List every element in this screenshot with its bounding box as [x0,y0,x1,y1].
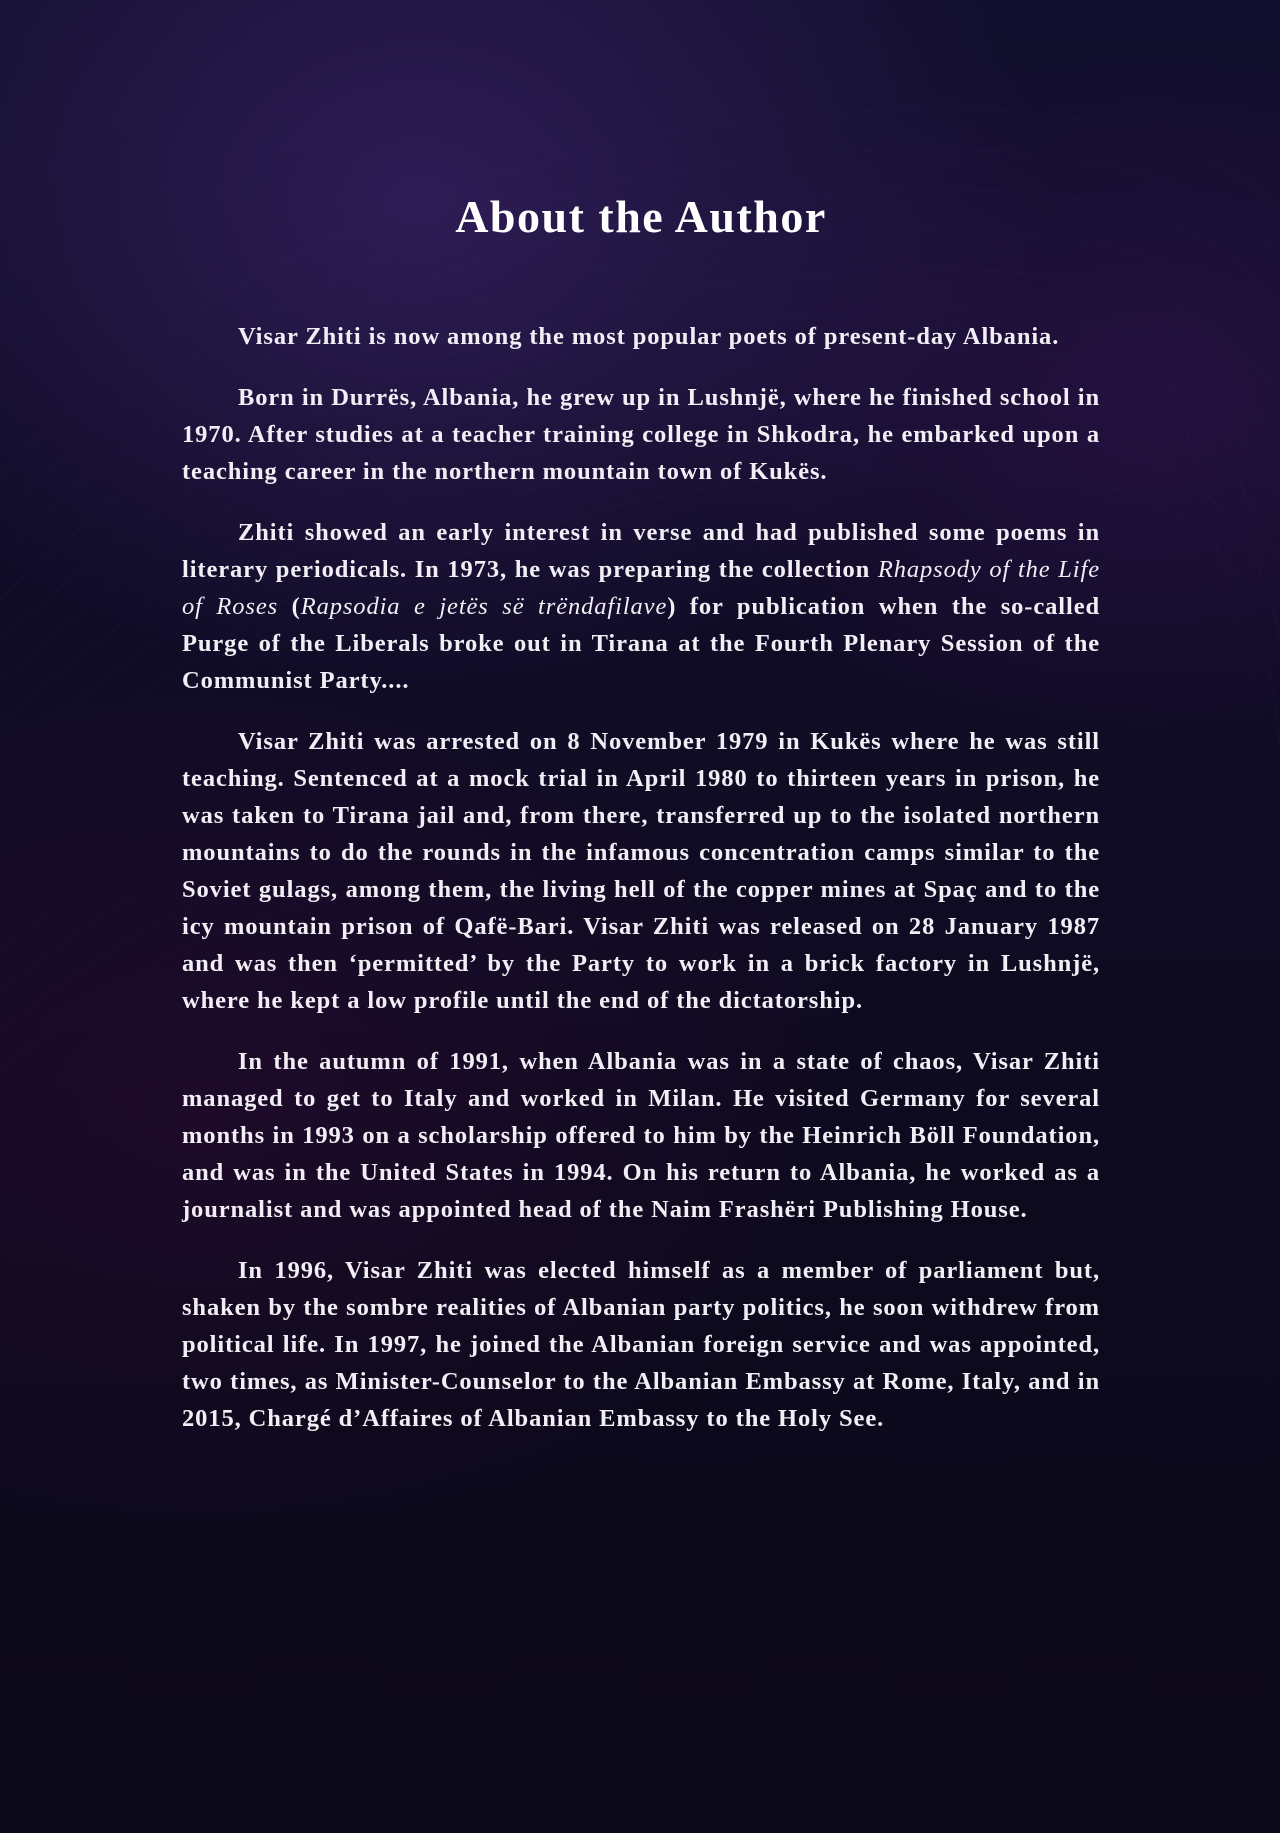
paragraph-text: In 1996, Visar Zhiti was elected himself as a member of parliament but, shaken by the sombre realities of Albanian party politics, he soon withdrew from political life. In 1997, he joined the Albanian foreign service and was appointed, two times, as Minister-Counselor to the Albanian Embassy at Rome, Italy, and in 2015, Chargé d’Affaires of Albanian Embassy to the Holy See. [182,1257,1100,1432]
book-title-text: Rhapsody of the Life of Roses [182,556,1100,620]
paragraph-text: ( [278,593,301,620]
paragraph-text: In the autumn of 1991, when Albania was in a state of chaos, Visar Zhiti managed to get to Italy and worked in Milan. He visited Germany for several months in 1993 on a scholarship offered to him by the Heinrich Böll Foundation, and was in the United States in 1994. On his return to Albania, he worked as a journalist and was appointed head of the Naim Frashëri Publishing House. [182,1048,1100,1223]
book-title-text: Rapsodia e jetës së trëndafilave [300,593,668,620]
paragraph-text: ) for publication when the so-called Purge of the Liberals broke out in Tirana at the Fourth Plenary Session of the Communist Party.... [182,593,1101,694]
biography-paragraph [182,318,1100,355]
page-title: About the Author [455,191,827,242]
biography-paragraph [182,514,1100,699]
biography-paragraph [182,723,1100,1019]
paragraph-text: Visar Zhiti was arrested on 8 November 1979 in Kukës where he was still teaching. Sentenced at a mock trial in April 1980 to thirteen years in prison, he was taken to Tirana jail and, from there, transferred up to the isolated northern mountains to do the rounds in the infamous concentration camps similar to the Soviet gulags, among them, the living hell of the copper mines at Spaç and to the icy mountain prison of Qafë-Bari. Visar Zhiti was released on 28 January 1987 and was then ‘permitted’ by the Party to work in a brick factory in Lushnjë, where he kept a low profile until the end of the dictatorship. [182,728,1100,1014]
paragraph-text: Visar Zhiti is now among the most popular poets of present-day Albania. [238,323,1060,350]
biography-paragraph [182,1043,1100,1228]
biography-paragraph [182,1252,1100,1437]
biography-paragraph [182,379,1100,490]
paragraph-text: Born in Durrës, Albania, he grew up in Lushnjë, where he finished school in 1970. After studies at a teacher training college in Shkodra, he embarked upon a teaching career in the northern mountain town of Kukës. [182,384,1100,485]
author-biography [182,318,1100,1461]
paragraph-text: Zhiti showed an early interest in verse and had published some poems in literary periodicals. In 1973, he was preparing the collection [182,519,1100,583]
